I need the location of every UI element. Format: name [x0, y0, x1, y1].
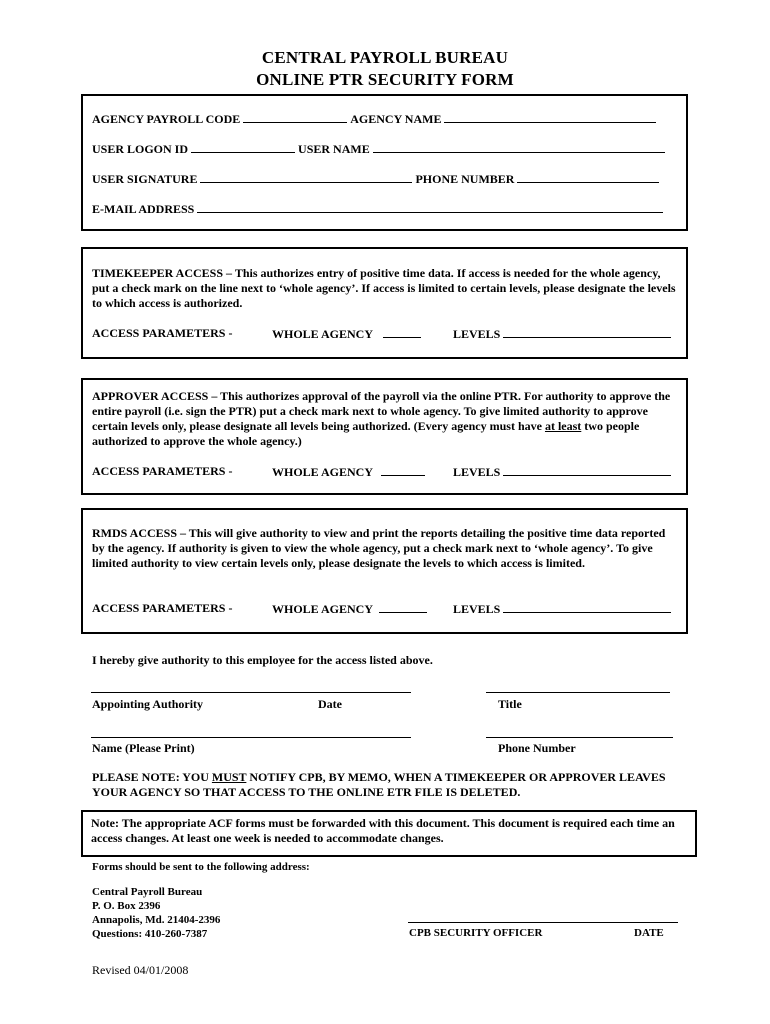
title-label: Title: [498, 697, 522, 711]
note-text: Note: The appropriate ACF forms must be forwarded with this document. This document is required each time an access changes. At least one week is needed to accommodate changes.: [91, 816, 675, 845]
user-logon-id-label: USER LOGON ID: [92, 142, 189, 156]
rmds-whole-agency-field[interactable]: [379, 601, 427, 613]
user-logon-id-field[interactable]: [191, 141, 295, 153]
rmds-levels-label: LEVELS: [453, 602, 501, 616]
email-row: [92, 201, 666, 217]
timekeeper-description: TIMEKEEPER ACCESS – This authorizes entry of positive time data. If access is needed for the whole agency, put a check mark on the line next to ‘whole agency’. If access is limited to certain levels, please designate the levels to which access is authorized.: [92, 266, 676, 310]
approver-text-b: two people authorized to approve the whole agency.): [92, 419, 640, 448]
agency-payroll-code-label: AGENCY PAYROLL CODE: [92, 112, 241, 126]
rmds-whole-agency-label: WHOLE AGENCY: [272, 602, 374, 616]
approver-levels-row: [453, 464, 674, 480]
address-line-2: P. O. Box 2396: [92, 900, 161, 912]
rmds-levels-field[interactable]: [503, 601, 671, 613]
approver-whole-agency-field[interactable]: [381, 464, 425, 476]
authority-phone-label: Phone Number: [498, 741, 576, 755]
user-signature-label: USER SIGNATURE: [92, 172, 198, 186]
agency-name-label: AGENCY NAME: [350, 112, 442, 126]
address-line-1: Central Payroll Bureau: [92, 886, 203, 898]
user-signature-row: [92, 171, 662, 187]
appointing-authority-signature-line[interactable]: [91, 692, 411, 693]
rmds-description: RMDS ACCESS – This will give authority to view and print the reports detailing the positive time data reported by the agency. If authority is given to view the whole agency, put a check mark next to ‘whole agency’. To give limited authority to view certain levels only, please designate the levels to which access is limited.: [92, 526, 666, 570]
notice-text-a: PLEASE NOTE: YOU: [92, 770, 212, 784]
officer-date-label: DATE: [634, 927, 664, 939]
notice-must: MUST: [211, 770, 247, 784]
approver-text-a: APPROVER ACCESS – This authorizes approval of the payroll via the online PTR. For authority to approve the entire payroll (i.e. sign the PTR) put a check mark next to whole agency. To give limited authority to approve certain levels only, please designate all levels being authorized. (Every agency must have: [92, 389, 671, 433]
approver-levels-field[interactable]: [503, 464, 671, 476]
rmds-whole-agency-row: [272, 601, 430, 617]
approver-text-underlined: at least: [544, 419, 582, 433]
officer-label: CPB SECURITY OFFICER: [409, 927, 543, 939]
timekeeper-levels-label: LEVELS: [453, 327, 501, 341]
user-signature-field[interactable]: [200, 171, 412, 183]
notice-text-b: NOTIFY CPB, BY MEMO, WHEN A TIMEKEEPER OR APPROVER LEAVES YOUR AGENCY SO THAT ACCESS TO THE ONLINE ETR FILE IS DELETED.: [92, 770, 666, 799]
timekeeper-whole-agency-label: WHOLE AGENCY: [272, 327, 374, 341]
timekeeper-levels-row: [453, 326, 674, 342]
form-org-title: CENTRAL PAYROLL BUREAU: [261, 48, 509, 67]
phone-number-field[interactable]: [517, 171, 659, 183]
rmds-params-label: ACCESS PARAMETERS -: [92, 601, 233, 615]
rmds-levels-row: [453, 601, 674, 617]
address-intro: Forms should be sent to the following address:: [92, 861, 310, 873]
user-logon-row: [92, 141, 668, 157]
approver-whole-agency-row: [272, 464, 428, 480]
authority-statement: I hereby give authority to this employee for the access listed above.: [92, 653, 433, 667]
print-name-label: Name (Please Print): [92, 741, 195, 755]
please-note-notice: [92, 770, 682, 800]
email-address-label: E-MAIL ADDRESS: [92, 202, 195, 216]
timekeeper-whole-agency-row: [272, 326, 424, 342]
approver-levels-label: LEVELS: [453, 465, 501, 479]
form-title: ONLINE PTR SECURITY FORM: [256, 70, 514, 89]
agency-payroll-code-field[interactable]: [243, 111, 347, 123]
approver-params-label: ACCESS PARAMETERS -: [92, 464, 233, 478]
phone-line[interactable]: [486, 737, 673, 738]
email-address-field[interactable]: [197, 201, 663, 213]
approver-description: [92, 389, 680, 449]
timekeeper-levels-field[interactable]: [503, 326, 671, 338]
authority-date-label: Date: [318, 697, 342, 711]
agency-payroll-code-row: [92, 111, 659, 127]
approver-whole-agency-label: WHOLE AGENCY: [272, 465, 374, 479]
title-line[interactable]: [486, 692, 670, 693]
revision-date: Revised 04/01/2008: [92, 963, 189, 977]
agency-name-field[interactable]: [444, 111, 656, 123]
address-line-3: Annapolis, Md. 21404-2396: [92, 914, 221, 926]
timekeeper-whole-agency-field[interactable]: [383, 326, 421, 338]
officer-signature-line[interactable]: [408, 922, 678, 923]
user-name-label: USER NAME: [298, 142, 370, 156]
appointing-authority-label: Appointing Authority: [92, 697, 204, 711]
phone-number-label: PHONE NUMBER: [415, 172, 515, 186]
timekeeper-params-label: ACCESS PARAMETERS -: [92, 326, 233, 340]
print-name-line[interactable]: [91, 737, 411, 738]
user-name-field[interactable]: [373, 141, 665, 153]
address-questions: Questions: 410-260-7387: [92, 928, 208, 940]
